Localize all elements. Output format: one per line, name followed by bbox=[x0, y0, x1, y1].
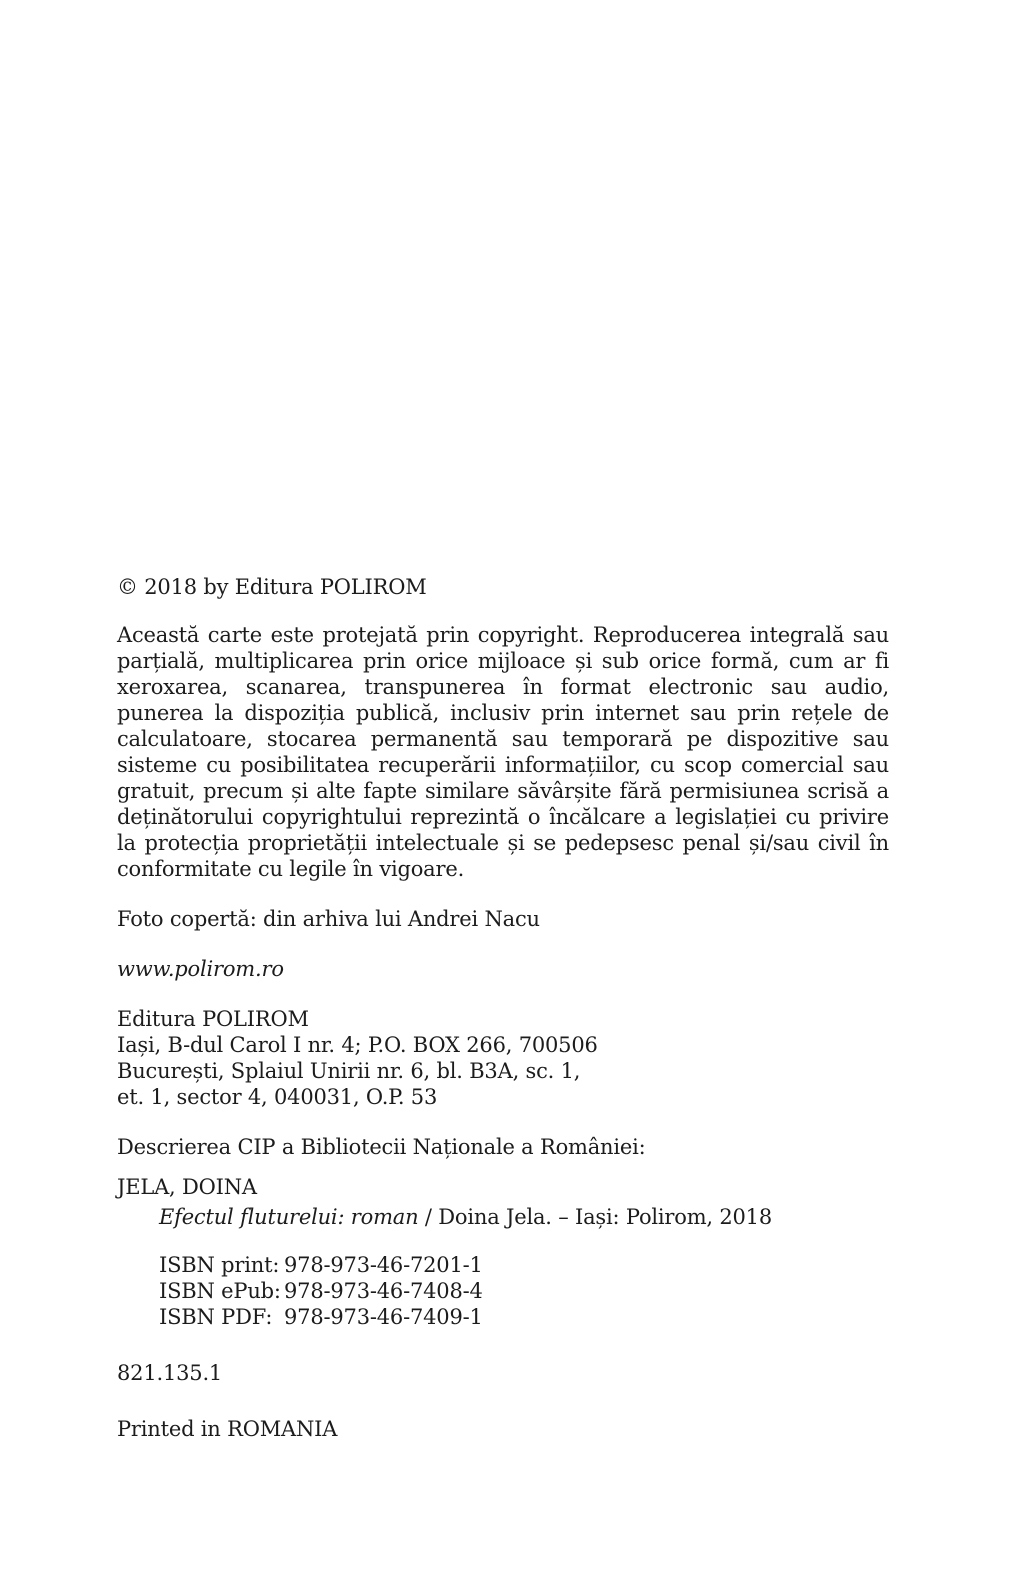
isbn-label: ISBN PDF: bbox=[159, 1305, 273, 1329]
isbn-value: 978-973-46-7408-4 bbox=[284, 1279, 483, 1303]
copyright-page bbox=[117, 574, 889, 1442]
isbn-label: ISBN print: bbox=[159, 1253, 280, 1277]
publisher-address-bucuresti-line-2: et. 1, sector 4, 040031, O.P. 53 bbox=[117, 1085, 438, 1109]
publisher-address-bucuresti-line-1: București, Splaiul Unirii nr. 6, bl. B3A, sc. 1, bbox=[117, 1059, 581, 1083]
cip-author: JELA, DOINA bbox=[117, 1175, 257, 1199]
publisher-website-link[interactable]: www.polirom.ro bbox=[117, 957, 284, 981]
publisher-address-block bbox=[117, 1006, 889, 1110]
cip-book-title: Efectul fluturelui: roman bbox=[159, 1205, 419, 1229]
isbn-block bbox=[117, 1252, 889, 1330]
isbn-print-row bbox=[159, 1252, 889, 1278]
isbn-epub-row bbox=[159, 1278, 889, 1304]
isbn-pdf-row bbox=[159, 1304, 889, 1330]
printed-in: Printed in ROMANIA bbox=[117, 1417, 338, 1441]
isbn-value: 978-973-46-7201-1 bbox=[284, 1253, 483, 1277]
cip-heading: Descrierea CIP a Bibliotecii Naționale a României: bbox=[117, 1135, 646, 1159]
publisher-address-iasi: Iași, B-dul Carol I nr. 4; P.O. BOX 266, 700506 bbox=[117, 1033, 598, 1057]
isbn-label: ISBN ePub: bbox=[159, 1279, 281, 1303]
copyright-line: © 2018 by Editura POLIROM bbox=[117, 575, 427, 599]
publisher-name: Editura POLIROM bbox=[117, 1007, 309, 1031]
cover-photo-credit: Foto copertă: din arhiva lui Andrei Nacu bbox=[117, 907, 540, 931]
cip-title-line bbox=[117, 1204, 889, 1230]
legal-notice: Această carte este protejată prin copyright. Reproducerea integrală sau parțială, multiplicarea prin orice mijloace și sub orice formă, cum ar fi xeroxarea, scanarea, transpunerea în format electronic sau audio, punerea la dispoziția publică, inclusiv prin internet sau prin rețele de calculatoare, stocarea permanentă sau temporară pe dispozitive sau sisteme cu posibilitatea recuperării informațiilor, cu scop comercial sau gratuit, precum și alte fapte similare săvârșite fără permisiunea scrisă a deținătorului copyrightului reprezintă o încălcare a legislației cu privire la protecția proprietății intelectuale și se pedepsesc penal și/sau civil în conformitate cu legile în vigoare. bbox=[117, 623, 889, 881]
cip-responsibility: / Doina Jela. – Iași: Polirom, 2018 bbox=[418, 1205, 773, 1229]
isbn-value: 978-973-46-7409-1 bbox=[284, 1305, 483, 1329]
cip-classification: 821.135.1 bbox=[117, 1361, 223, 1385]
